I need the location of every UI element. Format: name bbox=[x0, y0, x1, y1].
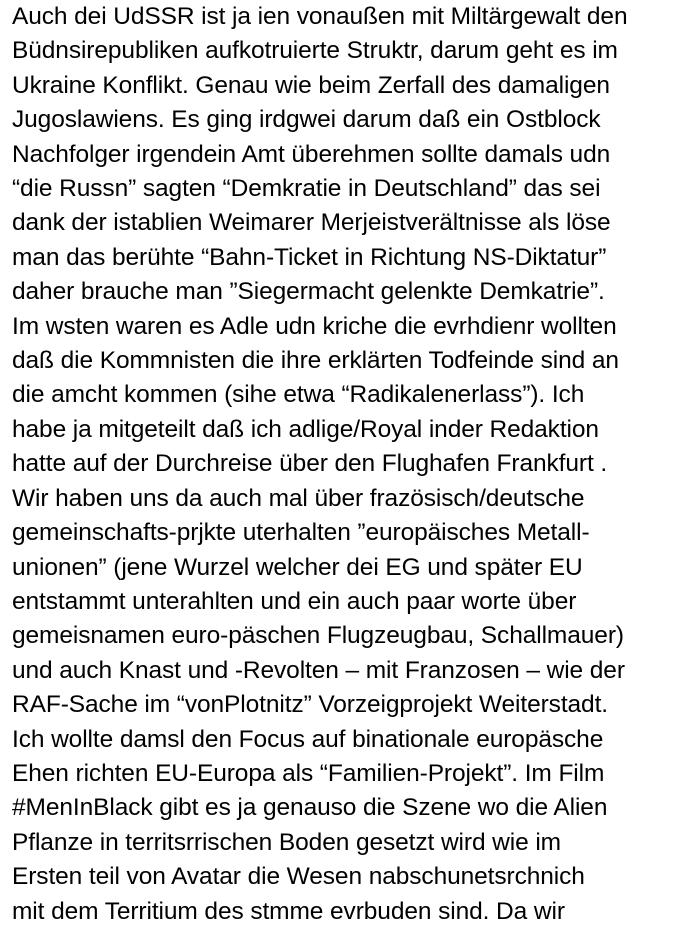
text-line: hatte auf der Durchreise über den Flughafen Frankfurt . bbox=[12, 450, 608, 478]
text-line: “die Russn” sagten “Demkratie in Deutschland” das sei bbox=[12, 175, 601, 203]
text-line: Jugoslawiens. Es ging irdgwei darum daß ein Ostblock bbox=[12, 106, 601, 134]
text-line: man das berühte “Bahn-Ticket in Richtung NS-Diktatur” bbox=[12, 243, 607, 271]
text-line: gemeisnamen euro-päschen Flugzeugbau, Schallmauer) bbox=[12, 622, 624, 650]
text-line: daß die Kommnisten die ihre erklärten Todfeinde sind an bbox=[12, 347, 619, 375]
text-line: Ersten teil von Avatar die Wesen nabschunetsrchnich bbox=[12, 863, 585, 891]
text-line: Wir haben uns da auch mal über frazösisch/deutsche bbox=[12, 484, 585, 512]
text-line: und auch Knast und -Revolten – mit Franzosen – wie der bbox=[12, 656, 625, 684]
text-line: Ukraine Konflikt. Genau wie beim Zerfall des damaligen bbox=[12, 71, 610, 99]
text-line: gemeinschafts-prjkte uterhalten ”europäisches Metall- bbox=[12, 519, 590, 547]
text-line: mit dem Territium des stmme evrbuden sind. Da wir bbox=[12, 897, 565, 925]
text-line: Pflanze in territsrrischen Boden gesetzt wird wie im bbox=[12, 828, 561, 856]
body-text bbox=[12, 0, 680, 929]
text-line: Auch dei UdSSR ist ja ien vonaußen mit Miltärgewalt den bbox=[12, 3, 628, 30]
text-line: #MenInBlack gibt es ja genauso die Szene wo die Alien bbox=[12, 794, 608, 822]
text-line: dank der istablien Weimarer Merjeistverältnisse als löse bbox=[12, 209, 611, 237]
text-line: Nachfolger irgendein Amt überehmen sollte damals udn bbox=[12, 140, 611, 168]
text-line: Büdnsirepubliken aufkotruierte Struktr, darum geht es im bbox=[12, 37, 618, 65]
text-line: Ich wollte damsl den Focus auf binationale europäsche bbox=[12, 725, 604, 753]
text-line: Im wsten waren es Adle udn kriche die evrhdienr wollten bbox=[12, 312, 617, 340]
text-line: RAF-Sache im “vonPlotnitz” Vorzeigprojekt Weiterstadt. bbox=[12, 691, 608, 719]
text-line: daher brauche man ”Siegermacht gelenkte Demkatrie”. bbox=[12, 278, 605, 306]
text-line: entstammt unterahlten und ein auch paar worte über bbox=[12, 587, 577, 615]
text-line: Ehen richten EU-Europa als “Familien-Projekt”. Im Film bbox=[12, 759, 605, 787]
text-line: habe ja mitgeteilt daß ich adlige/Royal inder Redaktion bbox=[12, 415, 599, 443]
text-line: unionen” (jene Wurzel welcher dei EG und später EU bbox=[12, 553, 583, 581]
text-line: die amcht kommen (sihe etwa “Radikalenerlass”). Ich bbox=[12, 381, 585, 409]
